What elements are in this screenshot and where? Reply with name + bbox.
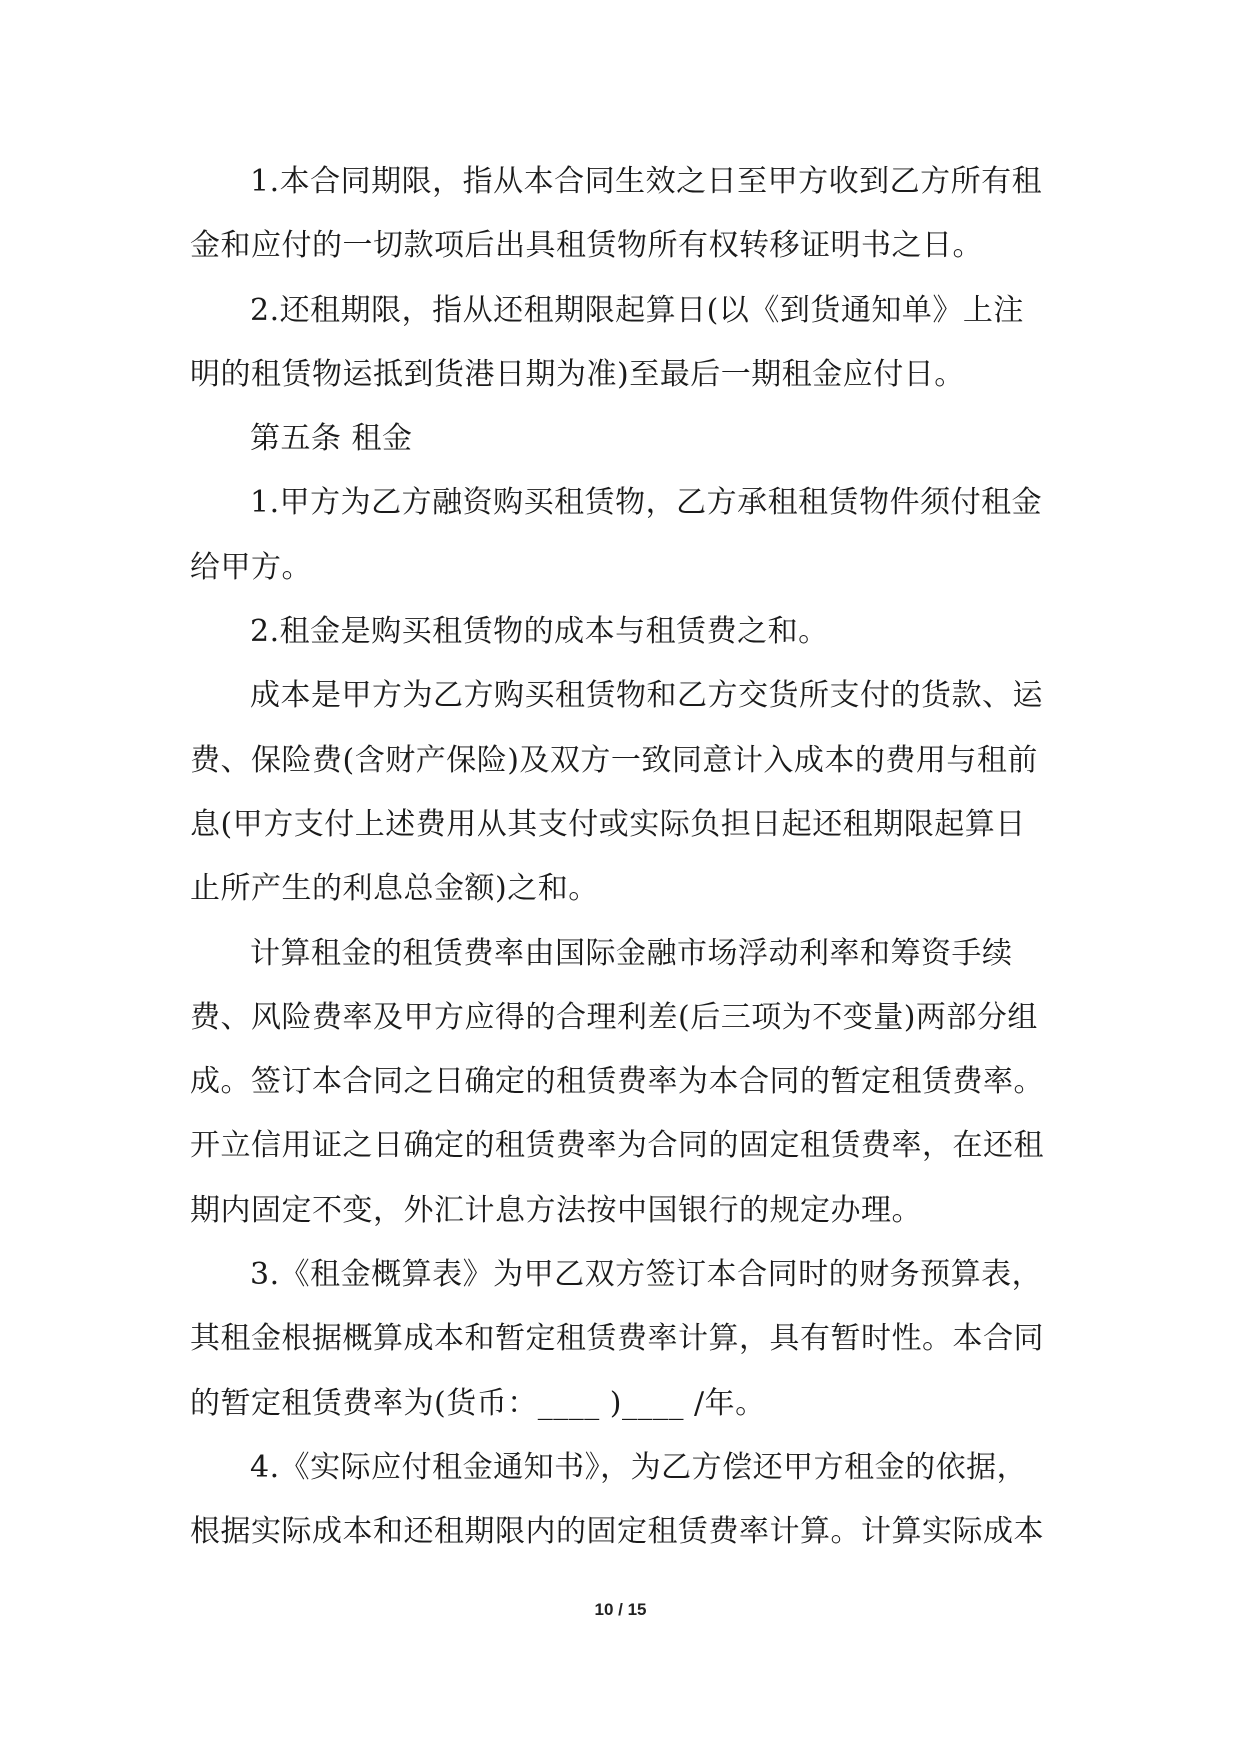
text-line: 成。签订本合同之日确定的租赁费率为本合同的暂定租赁费率。 <box>190 1064 1044 1100</box>
text-line: 费、风险费率及甲方应得的合理利差(后三项为不变量)两部分组 <box>190 999 1038 1035</box>
document-body <box>190 150 1060 1565</box>
text-line: 明的租赁物运抵到货港日期为准)至最后一期租金应付日。 <box>190 356 965 392</box>
text-line: 其租金根据概算成本和暂定租赁费率计算，具有暂时性。本合同 <box>190 1321 1044 1357</box>
text-line: 费、保险费(含财产保险)及双方一致同意计入成本的费用与租前 <box>190 742 1038 778</box>
text-line: 2.还租期限，指从还租期限起算日(以《到货通知单》上注 <box>250 292 1024 328</box>
page-number: 10 / 15 <box>594 1600 647 1619</box>
text-line: 开立信用证之日确定的租赁费率为合同的固定租赁费率，在还租 <box>190 1128 1044 1164</box>
text-line: 给甲方。 <box>190 549 312 585</box>
section-heading: 第五条 租金 <box>250 421 413 457</box>
text-line: 1.甲方为乙方融资购买租赁物，乙方承租租赁物件须付租金 <box>250 485 1043 521</box>
text-line: 4.《实际应付租金通知书》，为乙方偿还甲方租金的依据， <box>250 1449 1028 1485</box>
text-line: 3.《租金概算表》为甲乙双方签订本合同时的财务预算表， <box>250 1257 1043 1293</box>
text-line: 息(甲方支付上述费用从其支付或实际负担日起还租期限起算日 <box>190 806 1026 842</box>
text-line: 1.本合同期限，指从本合同生效之日至甲方收到乙方所有租 <box>250 164 1043 199</box>
text-line: 期内固定不变，外汇计息方法按中国银行的规定办理。 <box>190 1192 922 1228</box>
text-line: 计算租金的租赁费率由国际金融市场浮动利率和筹资手续 <box>250 935 1013 971</box>
text-line: 止所产生的利息总金额)之和。 <box>190 871 599 907</box>
text-line: 成本是甲方为乙方购买租赁物和乙方交货所支付的货款、运 <box>250 678 1043 714</box>
text-line: 根据实际成本和还租期限内的固定租赁费率计算。计算实际成本 <box>190 1514 1044 1550</box>
text-line: 金和应付的一切款项后出具租赁物所有权转移证明书之日。 <box>190 228 983 264</box>
text-line: 的暂定租赁费率为(货币：____ )____ /年。 <box>190 1385 766 1421</box>
text-line: 2.租金是购买租赁物的成本与租赁费之和。 <box>250 614 829 650</box>
